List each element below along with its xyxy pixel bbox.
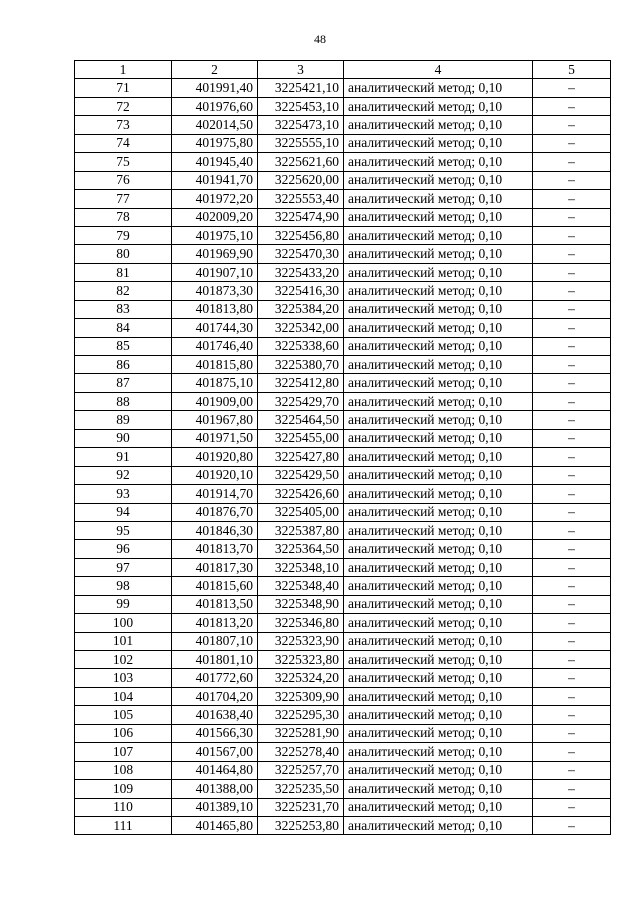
table-row <box>75 153 611 171</box>
x-coordinate-cell: 401817,30 <box>172 558 258 576</box>
method-accuracy-cell: аналитический метод; 0,10 <box>344 337 533 355</box>
y-coordinate-cell: 3225387,80 <box>258 521 344 539</box>
table-row <box>75 485 611 503</box>
point-number-cell: 72 <box>75 97 172 115</box>
y-coordinate-cell: 3225348,40 <box>258 577 344 595</box>
note-cell: – <box>533 651 611 669</box>
note-cell: – <box>533 245 611 263</box>
point-number-cell: 76 <box>75 171 172 189</box>
x-coordinate-cell: 401975,80 <box>172 134 258 152</box>
method-accuracy-cell: аналитический метод; 0,10 <box>344 171 533 189</box>
y-coordinate-cell: 3225323,90 <box>258 632 344 650</box>
x-coordinate-cell: 401813,70 <box>172 540 258 558</box>
table-row <box>75 706 611 724</box>
point-number-cell: 97 <box>75 558 172 576</box>
table-row <box>75 780 611 798</box>
note-cell: – <box>533 614 611 632</box>
note-cell: – <box>533 540 611 558</box>
table-row <box>75 577 611 595</box>
x-coordinate-cell: 401909,00 <box>172 392 258 410</box>
x-coordinate-cell: 401920,10 <box>172 466 258 484</box>
table-row <box>75 558 611 576</box>
note-cell: – <box>533 337 611 355</box>
note-cell: – <box>533 687 611 705</box>
x-coordinate-cell: 401907,10 <box>172 263 258 281</box>
point-number-cell: 79 <box>75 226 172 244</box>
y-coordinate-cell: 3225323,80 <box>258 651 344 669</box>
point-number-cell: 83 <box>75 300 172 318</box>
x-coordinate-cell: 401801,10 <box>172 651 258 669</box>
method-accuracy-cell: аналитический метод; 0,10 <box>344 282 533 300</box>
y-coordinate-cell: 3225348,90 <box>258 595 344 613</box>
method-accuracy-cell: аналитический метод; 0,10 <box>344 300 533 318</box>
table-row <box>75 651 611 669</box>
method-accuracy-cell: аналитический метод; 0,10 <box>344 577 533 595</box>
method-accuracy-cell: аналитический метод; 0,10 <box>344 503 533 521</box>
page-number: 48 <box>314 32 326 46</box>
table-row <box>75 429 611 447</box>
table-row <box>75 208 611 226</box>
table-row <box>75 743 611 761</box>
table-row <box>75 816 611 834</box>
point-number-cell: 71 <box>75 79 172 97</box>
x-coordinate-cell: 401914,70 <box>172 485 258 503</box>
y-coordinate-cell: 3225429,70 <box>258 392 344 410</box>
note-cell: – <box>533 282 611 300</box>
note-cell: – <box>533 411 611 429</box>
note-cell: – <box>533 134 611 152</box>
y-coordinate-cell: 3225342,00 <box>258 319 344 337</box>
note-cell: – <box>533 79 611 97</box>
note-cell: – <box>533 558 611 576</box>
point-number-cell: 77 <box>75 190 172 208</box>
method-accuracy-cell: аналитический метод; 0,10 <box>344 208 533 226</box>
table-row <box>75 319 611 337</box>
y-coordinate-cell: 3225231,70 <box>258 798 344 816</box>
x-coordinate-cell: 401744,30 <box>172 319 258 337</box>
point-number-cell: 109 <box>75 780 172 798</box>
table-row <box>75 337 611 355</box>
y-coordinate-cell: 3225553,40 <box>258 190 344 208</box>
note-cell: – <box>533 392 611 410</box>
note-cell: – <box>533 208 611 226</box>
x-coordinate-cell: 401873,30 <box>172 282 258 300</box>
point-number-cell: 87 <box>75 374 172 392</box>
note-cell: – <box>533 595 611 613</box>
note-cell: – <box>533 263 611 281</box>
point-number-cell: 84 <box>75 319 172 337</box>
method-accuracy-cell: аналитический метод; 0,10 <box>344 521 533 539</box>
y-coordinate-cell: 3225473,10 <box>258 116 344 134</box>
y-coordinate-cell: 3225235,50 <box>258 780 344 798</box>
note-cell: – <box>533 816 611 834</box>
x-coordinate-cell: 401945,40 <box>172 153 258 171</box>
note-cell: – <box>533 429 611 447</box>
y-coordinate-cell: 3225257,70 <box>258 761 344 779</box>
note-cell: – <box>533 761 611 779</box>
method-accuracy-cell: аналитический метод; 0,10 <box>344 134 533 152</box>
y-coordinate-cell: 3225348,10 <box>258 558 344 576</box>
x-coordinate-cell: 401991,40 <box>172 79 258 97</box>
y-coordinate-cell: 3225427,80 <box>258 448 344 466</box>
table-row <box>75 226 611 244</box>
point-number-cell: 74 <box>75 134 172 152</box>
method-accuracy-cell: аналитический метод; 0,10 <box>344 669 533 687</box>
method-accuracy-cell: аналитический метод; 0,10 <box>344 356 533 374</box>
y-coordinate-cell: 3225380,70 <box>258 356 344 374</box>
point-number-cell: 93 <box>75 485 172 503</box>
point-number-cell: 104 <box>75 687 172 705</box>
y-coordinate-cell: 3225324,20 <box>258 669 344 687</box>
y-coordinate-cell: 3225364,50 <box>258 540 344 558</box>
point-number-cell: 105 <box>75 706 172 724</box>
table-row <box>75 300 611 318</box>
note-cell: – <box>533 632 611 650</box>
point-number-cell: 88 <box>75 392 172 410</box>
point-number-cell: 91 <box>75 448 172 466</box>
point-number-cell: 106 <box>75 724 172 742</box>
x-coordinate-cell: 401967,80 <box>172 411 258 429</box>
point-number-cell: 102 <box>75 651 172 669</box>
y-coordinate-cell: 3225621,60 <box>258 153 344 171</box>
note-cell: – <box>533 724 611 742</box>
table-row <box>75 614 611 632</box>
point-number-cell: 86 <box>75 356 172 374</box>
point-number-cell: 99 <box>75 595 172 613</box>
point-number-cell: 110 <box>75 798 172 816</box>
x-coordinate-cell: 401465,80 <box>172 816 258 834</box>
x-coordinate-cell: 401815,60 <box>172 577 258 595</box>
table-row <box>75 521 611 539</box>
table-body <box>75 79 611 835</box>
note-cell: – <box>533 743 611 761</box>
coordinates-table <box>74 60 611 835</box>
column-header-1: 1 <box>75 61 172 79</box>
table-row <box>75 798 611 816</box>
table-row <box>75 392 611 410</box>
note-cell: – <box>533 374 611 392</box>
note-cell: – <box>533 171 611 189</box>
table-row <box>75 595 611 613</box>
y-coordinate-cell: 3225429,50 <box>258 466 344 484</box>
point-number-cell: 89 <box>75 411 172 429</box>
y-coordinate-cell: 3225278,40 <box>258 743 344 761</box>
x-coordinate-cell: 401389,10 <box>172 798 258 816</box>
y-coordinate-cell: 3225309,90 <box>258 687 344 705</box>
method-accuracy-cell: аналитический метод; 0,10 <box>344 411 533 429</box>
x-coordinate-cell: 401971,50 <box>172 429 258 447</box>
y-coordinate-cell: 3225346,80 <box>258 614 344 632</box>
method-accuracy-cell: аналитический метод; 0,10 <box>344 780 533 798</box>
point-number-cell: 94 <box>75 503 172 521</box>
point-number-cell: 82 <box>75 282 172 300</box>
x-coordinate-cell: 401638,40 <box>172 706 258 724</box>
method-accuracy-cell: аналитический метод; 0,10 <box>344 706 533 724</box>
note-cell: – <box>533 669 611 687</box>
method-accuracy-cell: аналитический метод; 0,10 <box>344 485 533 503</box>
point-number-cell: 78 <box>75 208 172 226</box>
method-accuracy-cell: аналитический метод; 0,10 <box>344 743 533 761</box>
x-coordinate-cell: 401807,10 <box>172 632 258 650</box>
column-header-2: 2 <box>172 61 258 79</box>
y-coordinate-cell: 3225295,30 <box>258 706 344 724</box>
note-cell: – <box>533 190 611 208</box>
x-coordinate-cell: 401976,60 <box>172 97 258 115</box>
note-cell: – <box>533 798 611 816</box>
method-accuracy-cell: аналитический метод; 0,10 <box>344 153 533 171</box>
method-accuracy-cell: аналитический метод; 0,10 <box>344 116 533 134</box>
point-number-cell: 73 <box>75 116 172 134</box>
y-coordinate-cell: 3225555,10 <box>258 134 344 152</box>
method-accuracy-cell: аналитический метод; 0,10 <box>344 540 533 558</box>
note-cell: – <box>533 521 611 539</box>
y-coordinate-cell: 3225456,80 <box>258 226 344 244</box>
table-row <box>75 724 611 742</box>
method-accuracy-cell: аналитический метод; 0,10 <box>344 651 533 669</box>
note-cell: – <box>533 448 611 466</box>
y-coordinate-cell: 3225620,00 <box>258 171 344 189</box>
x-coordinate-cell: 401846,30 <box>172 521 258 539</box>
point-number-cell: 111 <box>75 816 172 834</box>
point-number-cell: 98 <box>75 577 172 595</box>
table-header-row <box>75 61 611 79</box>
note-cell: – <box>533 153 611 171</box>
note-cell: – <box>533 356 611 374</box>
method-accuracy-cell: аналитический метод; 0,10 <box>344 190 533 208</box>
x-coordinate-cell: 401875,10 <box>172 374 258 392</box>
method-accuracy-cell: аналитический метод; 0,10 <box>344 558 533 576</box>
y-coordinate-cell: 3225455,00 <box>258 429 344 447</box>
x-coordinate-cell: 401813,20 <box>172 614 258 632</box>
method-accuracy-cell: аналитический метод; 0,10 <box>344 466 533 484</box>
method-accuracy-cell: аналитический метод; 0,10 <box>344 79 533 97</box>
method-accuracy-cell: аналитический метод; 0,10 <box>344 226 533 244</box>
table-row <box>75 669 611 687</box>
y-coordinate-cell: 3225433,20 <box>258 263 344 281</box>
x-coordinate-cell: 401920,80 <box>172 448 258 466</box>
y-coordinate-cell: 3225474,90 <box>258 208 344 226</box>
point-number-cell: 90 <box>75 429 172 447</box>
note-cell: – <box>533 503 611 521</box>
table-row <box>75 632 611 650</box>
y-coordinate-cell: 3225253,80 <box>258 816 344 834</box>
point-number-cell: 103 <box>75 669 172 687</box>
point-number-cell: 95 <box>75 521 172 539</box>
x-coordinate-cell: 401772,60 <box>172 669 258 687</box>
column-header-3: 3 <box>258 61 344 79</box>
table-row <box>75 116 611 134</box>
method-accuracy-cell: аналитический метод; 0,10 <box>344 448 533 466</box>
method-accuracy-cell: аналитический метод; 0,10 <box>344 245 533 263</box>
note-cell: – <box>533 577 611 595</box>
x-coordinate-cell: 401704,20 <box>172 687 258 705</box>
note-cell: – <box>533 485 611 503</box>
method-accuracy-cell: аналитический метод; 0,10 <box>344 319 533 337</box>
method-accuracy-cell: аналитический метод; 0,10 <box>344 429 533 447</box>
method-accuracy-cell: аналитический метод; 0,10 <box>344 263 533 281</box>
point-number-cell: 107 <box>75 743 172 761</box>
table-row <box>75 374 611 392</box>
x-coordinate-cell: 401813,50 <box>172 595 258 613</box>
y-coordinate-cell: 3225426,60 <box>258 485 344 503</box>
table-row <box>75 134 611 152</box>
method-accuracy-cell: аналитический метод; 0,10 <box>344 595 533 613</box>
method-accuracy-cell: аналитический метод; 0,10 <box>344 374 533 392</box>
y-coordinate-cell: 3225281,90 <box>258 724 344 742</box>
x-coordinate-cell: 401388,00 <box>172 780 258 798</box>
point-number-cell: 75 <box>75 153 172 171</box>
x-coordinate-cell: 401969,90 <box>172 245 258 263</box>
method-accuracy-cell: аналитический метод; 0,10 <box>344 687 533 705</box>
point-number-cell: 80 <box>75 245 172 263</box>
table-row <box>75 263 611 281</box>
table-row <box>75 761 611 779</box>
table-row <box>75 356 611 374</box>
table-row <box>75 503 611 521</box>
point-number-cell: 92 <box>75 466 172 484</box>
x-coordinate-cell: 401567,00 <box>172 743 258 761</box>
point-number-cell: 100 <box>75 614 172 632</box>
table-row <box>75 79 611 97</box>
column-header-5: 5 <box>533 61 611 79</box>
note-cell: – <box>533 319 611 337</box>
point-number-cell: 85 <box>75 337 172 355</box>
method-accuracy-cell: аналитический метод; 0,10 <box>344 761 533 779</box>
y-coordinate-cell: 3225338,60 <box>258 337 344 355</box>
method-accuracy-cell: аналитический метод; 0,10 <box>344 614 533 632</box>
x-coordinate-cell: 401566,30 <box>172 724 258 742</box>
point-number-cell: 81 <box>75 263 172 281</box>
method-accuracy-cell: аналитический метод; 0,10 <box>344 724 533 742</box>
y-coordinate-cell: 3225470,30 <box>258 245 344 263</box>
note-cell: – <box>533 706 611 724</box>
y-coordinate-cell: 3225384,20 <box>258 300 344 318</box>
y-coordinate-cell: 3225421,10 <box>258 79 344 97</box>
column-header-4: 4 <box>344 61 533 79</box>
note-cell: – <box>533 226 611 244</box>
table-row <box>75 687 611 705</box>
table-row <box>75 540 611 558</box>
y-coordinate-cell: 3225464,50 <box>258 411 344 429</box>
note-cell: – <box>533 780 611 798</box>
y-coordinate-cell: 3225412,80 <box>258 374 344 392</box>
y-coordinate-cell: 3225416,30 <box>258 282 344 300</box>
x-coordinate-cell: 401746,40 <box>172 337 258 355</box>
method-accuracy-cell: аналитический метод; 0,10 <box>344 392 533 410</box>
x-coordinate-cell: 401941,70 <box>172 171 258 189</box>
x-coordinate-cell: 401813,80 <box>172 300 258 318</box>
note-cell: – <box>533 97 611 115</box>
x-coordinate-cell: 401876,70 <box>172 503 258 521</box>
point-number-cell: 101 <box>75 632 172 650</box>
x-coordinate-cell: 402014,50 <box>172 116 258 134</box>
x-coordinate-cell: 402009,20 <box>172 208 258 226</box>
point-number-cell: 108 <box>75 761 172 779</box>
method-accuracy-cell: аналитический метод; 0,10 <box>344 632 533 650</box>
x-coordinate-cell: 401975,10 <box>172 226 258 244</box>
table-row <box>75 448 611 466</box>
y-coordinate-cell: 3225405,00 <box>258 503 344 521</box>
note-cell: – <box>533 300 611 318</box>
table-row <box>75 245 611 263</box>
method-accuracy-cell: аналитический метод; 0,10 <box>344 816 533 834</box>
x-coordinate-cell: 401815,80 <box>172 356 258 374</box>
table-row <box>75 282 611 300</box>
note-cell: – <box>533 466 611 484</box>
x-coordinate-cell: 401972,20 <box>172 190 258 208</box>
x-coordinate-cell: 401464,80 <box>172 761 258 779</box>
point-number-cell: 96 <box>75 540 172 558</box>
table-row <box>75 466 611 484</box>
note-cell: – <box>533 116 611 134</box>
table-row <box>75 411 611 429</box>
y-coordinate-cell: 3225453,10 <box>258 97 344 115</box>
table-row <box>75 190 611 208</box>
method-accuracy-cell: аналитический метод; 0,10 <box>344 798 533 816</box>
table-row <box>75 97 611 115</box>
method-accuracy-cell: аналитический метод; 0,10 <box>344 97 533 115</box>
table-row <box>75 171 611 189</box>
